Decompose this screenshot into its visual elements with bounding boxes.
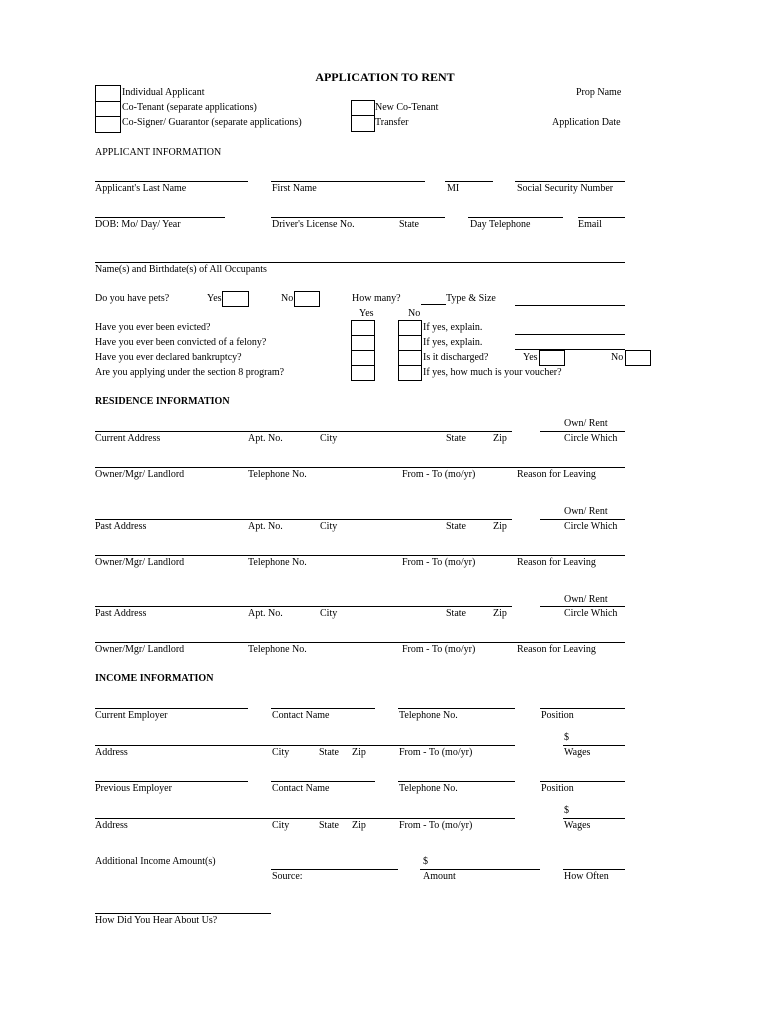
bankruptcy-yes-checkbox[interactable] bbox=[351, 350, 375, 366]
felony-explain-line[interactable] bbox=[515, 349, 625, 350]
current-employer-state-label: State bbox=[319, 747, 339, 758]
additional-how-often-label: How Often bbox=[564, 871, 609, 882]
residence-info-heading: RESIDENCE INFORMATION bbox=[95, 396, 230, 407]
current-reason-label: Reason for Leaving bbox=[517, 469, 596, 480]
new-co-tenant-label: New Co-Tenant bbox=[375, 102, 439, 113]
past2-landlord-label: Owner/Mgr/ Landlord bbox=[95, 644, 185, 655]
voucher-label: If yes, how much is your voucher? bbox=[423, 367, 562, 378]
bankruptcy-label: Have you ever declared bankruptcy? bbox=[95, 352, 242, 363]
pets-yes-checkbox[interactable] bbox=[222, 291, 249, 307]
current-employer-from-to-label: From - To (mo/yr) bbox=[399, 747, 473, 758]
past1-from-to-label: From - To (mo/yr) bbox=[402, 557, 476, 568]
previous-contact-label: Contact Name bbox=[272, 783, 330, 794]
previous-employer-address-label: Address bbox=[95, 820, 128, 831]
additional-source-line[interactable] bbox=[271, 869, 398, 870]
how-hear-label: How Did You Hear About Us? bbox=[95, 915, 218, 926]
current-city-label: City bbox=[320, 433, 338, 444]
section8-no-checkbox[interactable] bbox=[398, 365, 422, 381]
evicted-explain-line[interactable] bbox=[515, 334, 625, 335]
type-size-label: Type & Size bbox=[446, 293, 496, 304]
current-position-line[interactable] bbox=[540, 708, 625, 709]
email-line[interactable] bbox=[578, 217, 625, 218]
discharged-yes-checkbox[interactable] bbox=[539, 350, 565, 366]
co-signer-checkbox[interactable] bbox=[95, 116, 121, 133]
previous-position-line[interactable] bbox=[540, 781, 625, 782]
previous-employer-state-label: State bbox=[319, 820, 339, 831]
discharged-no-checkbox[interactable] bbox=[625, 350, 651, 366]
past2-apt-label: Apt. No. bbox=[248, 608, 283, 619]
past1-address-label: Past Address bbox=[95, 521, 147, 532]
additional-amount-label: Amount bbox=[423, 871, 456, 882]
drivers-license-label: Driver's License No. bbox=[272, 219, 355, 230]
additional-amount-line[interactable] bbox=[420, 869, 540, 870]
past2-city-label: City bbox=[320, 608, 338, 619]
current-wages-line[interactable] bbox=[563, 745, 625, 746]
past1-zip-label: Zip bbox=[493, 521, 507, 532]
past2-landlord-phone-label: Telephone No. bbox=[248, 644, 307, 655]
current-employer-zip-label: Zip bbox=[352, 747, 366, 758]
past1-circle-which-label: Circle Which bbox=[564, 521, 618, 532]
co-tenant-label: Co-Tenant (separate applications) bbox=[122, 102, 257, 113]
past1-reason-label: Reason for Leaving bbox=[517, 557, 596, 568]
first-name-line[interactable] bbox=[271, 181, 425, 182]
evicted-no-checkbox[interactable] bbox=[398, 320, 422, 336]
transfer-checkbox[interactable] bbox=[351, 115, 375, 132]
income-info-heading: INCOME INFORMATION bbox=[95, 673, 214, 684]
pets-no-checkbox[interactable] bbox=[294, 291, 320, 307]
past1-landlord-line[interactable] bbox=[95, 555, 625, 556]
section8-label: Are you applying under the section 8 program? bbox=[95, 367, 285, 378]
current-employer-city-label: City bbox=[272, 747, 290, 758]
past2-own-rent-label: Own/ Rent bbox=[564, 594, 608, 605]
how-many-line[interactable] bbox=[421, 304, 446, 305]
applicant-info-heading: APPLICANT INFORMATION bbox=[95, 147, 222, 158]
drivers-license-line[interactable] bbox=[271, 217, 445, 218]
past1-own-rent-line[interactable] bbox=[540, 519, 625, 520]
day-telephone-label: Day Telephone bbox=[470, 219, 531, 230]
current-own-rent-line[interactable] bbox=[540, 431, 625, 432]
current-address-label: Current Address bbox=[95, 433, 161, 444]
felony-no-checkbox[interactable] bbox=[398, 335, 422, 351]
ssn-line[interactable] bbox=[515, 181, 625, 182]
past2-circle-which-label: Circle Which bbox=[564, 608, 618, 619]
dl-state-label: State bbox=[399, 219, 419, 230]
previous-wages-line[interactable] bbox=[563, 818, 625, 819]
occupants-line[interactable] bbox=[95, 262, 625, 263]
past1-landlord-phone-label: Telephone No. bbox=[248, 557, 307, 568]
additional-how-often-line[interactable] bbox=[563, 869, 625, 870]
yes-column-header: Yes bbox=[359, 308, 374, 319]
current-position-label: Position bbox=[541, 710, 574, 721]
current-employer-address-line[interactable] bbox=[95, 745, 515, 746]
current-address-line[interactable] bbox=[95, 431, 512, 432]
how-many-label: How many? bbox=[352, 293, 401, 304]
individual-applicant-label: Individual Applicant bbox=[122, 87, 205, 98]
felony-yes-checkbox[interactable] bbox=[351, 335, 375, 351]
email-label: Email bbox=[578, 219, 602, 230]
past2-address-label: Past Address bbox=[95, 608, 147, 619]
past1-city-label: City bbox=[320, 521, 338, 532]
previous-employer-line[interactable] bbox=[95, 781, 248, 782]
additional-amount-dollar: $ bbox=[423, 856, 428, 867]
application-date-label: Application Date bbox=[552, 117, 621, 128]
current-landlord-phone-label: Telephone No. bbox=[248, 469, 307, 480]
past1-address-line[interactable] bbox=[95, 519, 512, 520]
current-employer-address-label: Address bbox=[95, 747, 128, 758]
pets-label: Do you have pets? bbox=[95, 293, 170, 304]
mi-label: MI bbox=[447, 183, 460, 194]
mi-line[interactable] bbox=[445, 181, 493, 182]
previous-employer-phone-line[interactable] bbox=[398, 781, 515, 782]
occupants-label: Name(s) and Birthdate(s) of All Occupants bbox=[95, 264, 267, 275]
past2-address-line[interactable] bbox=[95, 606, 512, 607]
prop-name-label: Prop Name bbox=[576, 87, 622, 98]
discharged-label: Is it discharged? bbox=[423, 352, 489, 363]
past1-apt-label: Apt. No. bbox=[248, 521, 283, 532]
felony-explain-label: If yes, explain. bbox=[423, 337, 483, 348]
current-own-rent-label: Own/ Rent bbox=[564, 418, 608, 429]
previous-position-label: Position bbox=[541, 783, 574, 794]
current-employer-line[interactable] bbox=[95, 708, 248, 709]
type-size-line[interactable] bbox=[515, 305, 625, 306]
past2-landlord-line[interactable] bbox=[95, 642, 625, 643]
form-title: APPLICATION TO RENT bbox=[315, 70, 455, 84]
previous-employer-zip-label: Zip bbox=[352, 820, 366, 831]
past2-state-label: State bbox=[446, 608, 466, 619]
current-landlord-label: Owner/Mgr/ Landlord bbox=[95, 469, 185, 480]
current-from-to-label: From - To (mo/yr) bbox=[402, 469, 476, 480]
current-employer-phone-label: Telephone No. bbox=[399, 710, 458, 721]
first-name-label: First Name bbox=[272, 183, 317, 194]
last-name-label: Applicant's Last Name bbox=[95, 183, 187, 194]
current-state-label: State bbox=[446, 433, 466, 444]
current-circle-which-label: Circle Which bbox=[564, 433, 618, 444]
pets-no-label: No bbox=[281, 293, 294, 304]
pets-yes-label: Yes bbox=[207, 293, 222, 304]
past1-landlord-label: Owner/Mgr/ Landlord bbox=[95, 557, 185, 568]
last-name-line[interactable] bbox=[95, 181, 248, 182]
past2-from-to-label: From - To (mo/yr) bbox=[402, 644, 476, 655]
current-zip-label: Zip bbox=[493, 433, 507, 444]
additional-source-label: Source: bbox=[272, 871, 303, 882]
individual-applicant-checkbox[interactable] bbox=[95, 85, 121, 102]
discharged-yes-label: Yes bbox=[523, 352, 538, 363]
previous-employer-label: Previous Employer bbox=[95, 783, 172, 794]
felony-label: Have you ever been convicted of a felony? bbox=[95, 337, 267, 348]
current-contact-label: Contact Name bbox=[272, 710, 330, 721]
day-telephone-line[interactable] bbox=[468, 217, 563, 218]
transfer-label: Transfer bbox=[375, 117, 409, 128]
co-signer-label: Co-Signer/ Guarantor (separate applications) bbox=[122, 117, 302, 128]
previous-employer-city-label: City bbox=[272, 820, 290, 831]
current-landlord-line[interactable] bbox=[95, 467, 625, 468]
current-apt-label: Apt. No. bbox=[248, 433, 283, 444]
current-contact-line[interactable] bbox=[271, 708, 375, 709]
previous-employer-phone-label: Telephone No. bbox=[399, 783, 458, 794]
evicted-yes-checkbox[interactable] bbox=[351, 320, 375, 336]
past2-zip-label: Zip bbox=[493, 608, 507, 619]
bankruptcy-no-checkbox[interactable] bbox=[398, 350, 422, 366]
previous-wages-label: Wages bbox=[564, 820, 591, 831]
no-column-header: No bbox=[408, 308, 421, 319]
past1-own-rent-label: Own/ Rent bbox=[564, 506, 608, 517]
previous-wages-dollar: $ bbox=[564, 805, 569, 816]
how-hear-line[interactable] bbox=[95, 913, 271, 914]
evicted-label: Have you ever been evicted? bbox=[95, 322, 211, 333]
additional-income-label: Additional Income Amount(s) bbox=[95, 856, 216, 867]
current-employer-phone-line[interactable] bbox=[398, 708, 515, 709]
current-wages-label: Wages bbox=[564, 747, 591, 758]
previous-employer-from-to-label: From - To (mo/yr) bbox=[399, 820, 473, 831]
previous-contact-line[interactable] bbox=[271, 781, 375, 782]
section8-yes-checkbox[interactable] bbox=[351, 365, 375, 381]
current-employer-label: Current Employer bbox=[95, 710, 168, 721]
dob-line[interactable] bbox=[95, 217, 225, 218]
evicted-explain-label: If yes, explain. bbox=[423, 322, 483, 333]
previous-employer-address-line[interactable] bbox=[95, 818, 515, 819]
past2-own-rent-line[interactable] bbox=[540, 606, 625, 607]
past1-state-label: State bbox=[446, 521, 466, 532]
discharged-no-label: No bbox=[611, 352, 624, 363]
current-wages-dollar: $ bbox=[564, 732, 569, 743]
past2-reason-label: Reason for Leaving bbox=[517, 644, 596, 655]
dob-label: DOB: Mo/ Day/ Year bbox=[95, 219, 181, 230]
ssn-label: Social Security Number bbox=[517, 183, 614, 194]
